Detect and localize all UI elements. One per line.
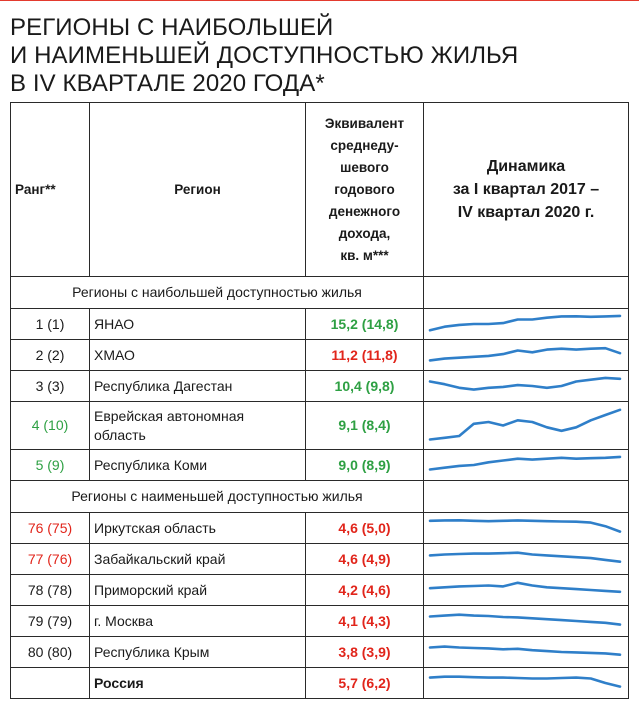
table-row bbox=[11, 668, 629, 699]
table-row bbox=[11, 606, 629, 637]
top-accent-line bbox=[0, 0, 639, 1]
trend-line bbox=[430, 348, 620, 360]
section-empty-cell bbox=[424, 277, 629, 309]
rank-cell: 77 (76) bbox=[11, 544, 90, 575]
header-equivalent-line: кв. м*** bbox=[340, 247, 389, 263]
trend-cell bbox=[424, 309, 629, 340]
region-cell: ХМАО bbox=[90, 340, 306, 371]
table-row bbox=[11, 544, 629, 575]
trend-cell bbox=[424, 513, 629, 544]
trend-line bbox=[430, 647, 620, 655]
section-empty-cell bbox=[424, 481, 629, 513]
rank-cell: 1 (1) bbox=[11, 309, 90, 340]
value-cell: 4,6 (5,0) bbox=[306, 513, 424, 544]
trend-sparkline bbox=[424, 513, 628, 543]
region-cell: Иркутская область bbox=[90, 513, 306, 544]
region-cell: г. Москва bbox=[90, 606, 306, 637]
region-cell: Республика Коми bbox=[90, 450, 306, 481]
page-title bbox=[10, 14, 630, 98]
trend-line bbox=[430, 677, 620, 687]
region-cell: Еврейская автономная область bbox=[90, 402, 306, 450]
value-cell: 3,8 (3,9) bbox=[306, 637, 424, 668]
trend-cell bbox=[424, 637, 629, 668]
header-dynamics-line: за I квартал 2017 – bbox=[452, 181, 600, 198]
trend-line bbox=[430, 553, 620, 562]
trend-sparkline bbox=[424, 402, 628, 449]
rank-cell bbox=[11, 668, 90, 699]
trend-line bbox=[430, 520, 620, 531]
table-row bbox=[11, 450, 629, 481]
value-cell: 9,1 (8,4) bbox=[306, 402, 424, 450]
trend-cell bbox=[424, 575, 629, 606]
header-region: Регион bbox=[90, 103, 306, 277]
rank-cell: 3 (3) bbox=[11, 371, 90, 402]
region-cell: Забайкальский край bbox=[90, 544, 306, 575]
rank-cell: 79 (79) bbox=[11, 606, 90, 637]
value-cell: 4,2 (4,6) bbox=[306, 575, 424, 606]
table-row bbox=[11, 340, 629, 371]
trend-cell bbox=[424, 371, 629, 402]
table-row bbox=[11, 513, 629, 544]
rank-cell: 80 (80) bbox=[11, 637, 90, 668]
value-cell: 9,0 (8,9) bbox=[306, 450, 424, 481]
trend-cell bbox=[424, 402, 629, 450]
header-equivalent-line: шевого bbox=[340, 159, 389, 175]
region-cell: Республика Крым bbox=[90, 637, 306, 668]
header-dynamics-line: Динамика bbox=[486, 158, 566, 175]
title-line-3: В IV КВАРТАЛЕ 2020 ГОДА* bbox=[10, 70, 325, 97]
header-dynamics-line: IV квартал 2020 г. bbox=[457, 204, 595, 221]
section-label: Регионы с наименьшей доступностью жилья bbox=[11, 481, 424, 513]
trend-sparkline bbox=[424, 637, 628, 667]
trend-cell bbox=[424, 606, 629, 637]
trend-sparkline bbox=[424, 668, 628, 698]
trend-line bbox=[430, 583, 620, 592]
trend-sparkline bbox=[424, 606, 628, 636]
table-row bbox=[11, 371, 629, 402]
trend-sparkline bbox=[424, 575, 628, 605]
trend-cell bbox=[424, 668, 629, 699]
rank-cell: 5 (9) bbox=[11, 450, 90, 481]
section-label: Регионы с наибольшей доступностью жилья bbox=[11, 277, 424, 309]
header-dynamics bbox=[424, 103, 629, 277]
trend-cell bbox=[424, 340, 629, 371]
trend-line bbox=[430, 457, 620, 470]
table-row bbox=[11, 402, 629, 450]
header-equivalent-line: годового bbox=[334, 181, 395, 197]
region-cell: Приморский край bbox=[90, 575, 306, 606]
trend-line bbox=[430, 316, 620, 330]
table-row bbox=[11, 637, 629, 668]
affordability-table bbox=[10, 102, 629, 699]
header-equivalent-line: денежного bbox=[328, 203, 401, 219]
trend-sparkline bbox=[424, 340, 628, 370]
title-line-2: И НАИМЕНЬШЕЙ ДОСТУПНОСТЬЮ ЖИЛЬЯ bbox=[10, 42, 519, 69]
table-header-row bbox=[11, 103, 629, 277]
trend-line bbox=[430, 410, 620, 440]
trend-sparkline bbox=[424, 371, 628, 401]
value-cell: 4,1 (4,3) bbox=[306, 606, 424, 637]
title-line-1: РЕГИОНЫ С НАИБОЛЬШЕЙ bbox=[10, 14, 334, 41]
trend-sparkline bbox=[424, 544, 628, 574]
trend-line bbox=[430, 378, 620, 390]
header-rank: Ранг** bbox=[11, 103, 90, 277]
header-equivalent-line: Эквивалент bbox=[324, 115, 405, 131]
table-body bbox=[11, 277, 629, 699]
header-equivalent bbox=[306, 103, 424, 277]
region-cell: Республика Дагестан bbox=[90, 371, 306, 402]
trend-sparkline bbox=[424, 309, 628, 339]
region-cell: ЯНАО bbox=[90, 309, 306, 340]
value-cell: 5,7 (6,2) bbox=[306, 668, 424, 699]
trend-sparkline bbox=[424, 450, 628, 480]
section-row bbox=[11, 277, 629, 309]
trend-line bbox=[430, 615, 620, 625]
value-cell: 4,6 (4,9) bbox=[306, 544, 424, 575]
region-cell: Россия bbox=[90, 668, 306, 699]
header-equivalent-line: среднеду- bbox=[330, 137, 399, 153]
trend-cell bbox=[424, 544, 629, 575]
value-cell: 10,4 (9,8) bbox=[306, 371, 424, 402]
table-row bbox=[11, 309, 629, 340]
value-cell: 11,2 (11,8) bbox=[306, 340, 424, 371]
rank-cell: 4 (10) bbox=[11, 402, 90, 450]
rank-cell: 76 (75) bbox=[11, 513, 90, 544]
rank-cell: 78 (78) bbox=[11, 575, 90, 606]
value-cell: 15,2 (14,8) bbox=[306, 309, 424, 340]
header-equivalent-line: дохода, bbox=[338, 225, 391, 241]
trend-cell bbox=[424, 450, 629, 481]
section-row bbox=[11, 481, 629, 513]
rank-cell: 2 (2) bbox=[11, 340, 90, 371]
table-row bbox=[11, 575, 629, 606]
